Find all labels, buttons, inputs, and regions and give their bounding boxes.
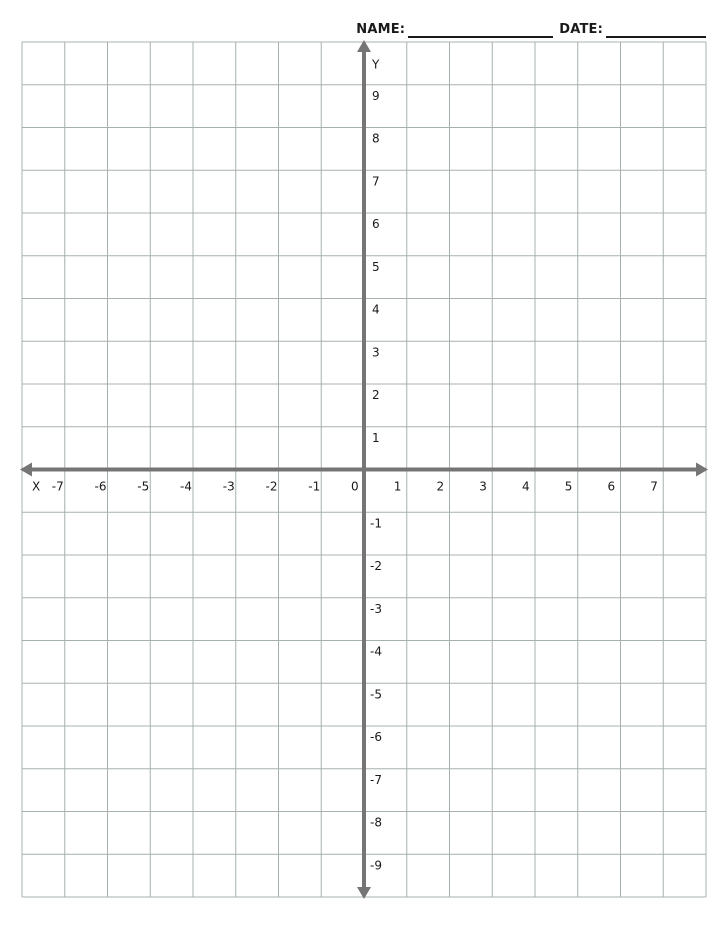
y-tick-label: -8 xyxy=(370,815,382,830)
x-tick-label: 2 xyxy=(436,479,445,494)
y-tick-label: -6 xyxy=(370,730,382,744)
x-tick-label: -4 xyxy=(180,479,192,494)
y-tick-label: -2 xyxy=(370,559,382,573)
name-label: NAME: xyxy=(356,22,406,37)
x-tick-label: 4 xyxy=(522,479,530,494)
x-tick-label: 6 xyxy=(607,479,616,494)
y-tick-label: 4 xyxy=(372,302,380,317)
x-tick-label: 7 xyxy=(650,479,658,494)
y-tick-label: -5 xyxy=(370,687,382,702)
y-axis-label: Y xyxy=(372,57,380,72)
x-tick-label: -1 xyxy=(308,479,321,494)
y-tick-label: 6 xyxy=(372,217,380,231)
date-label: DATE: xyxy=(559,22,603,37)
x-tick-label: -3 xyxy=(222,479,235,494)
x-tick-label: -2 xyxy=(265,479,278,494)
y-tick-label: 1 xyxy=(372,430,380,445)
y-tick-label: 3 xyxy=(372,345,380,360)
y-tick-label: -1 xyxy=(370,516,382,531)
x-tick-label: 0 xyxy=(351,479,359,494)
y-tick-label: 7 xyxy=(372,174,380,189)
x-axis-label: X xyxy=(32,479,41,494)
y-tick-label: -4 xyxy=(370,644,382,659)
y-tick-label: 8 xyxy=(372,131,380,146)
x-tick-label: 5 xyxy=(564,479,573,494)
y-tick-label: 5 xyxy=(372,259,380,274)
y-tick-label: -3 xyxy=(370,601,382,616)
y-tick-label: -9 xyxy=(370,858,382,873)
x-tick-label: -5 xyxy=(137,479,150,494)
x-tick-label: 1 xyxy=(393,479,402,494)
y-tick-label: 2 xyxy=(372,388,380,402)
x-tick-label: 3 xyxy=(479,479,487,494)
x-tick-label: -6 xyxy=(94,479,107,494)
y-tick-label: -7 xyxy=(370,772,382,787)
x-tick-label: -7 xyxy=(51,479,64,494)
y-tick-label: 9 xyxy=(372,88,380,103)
